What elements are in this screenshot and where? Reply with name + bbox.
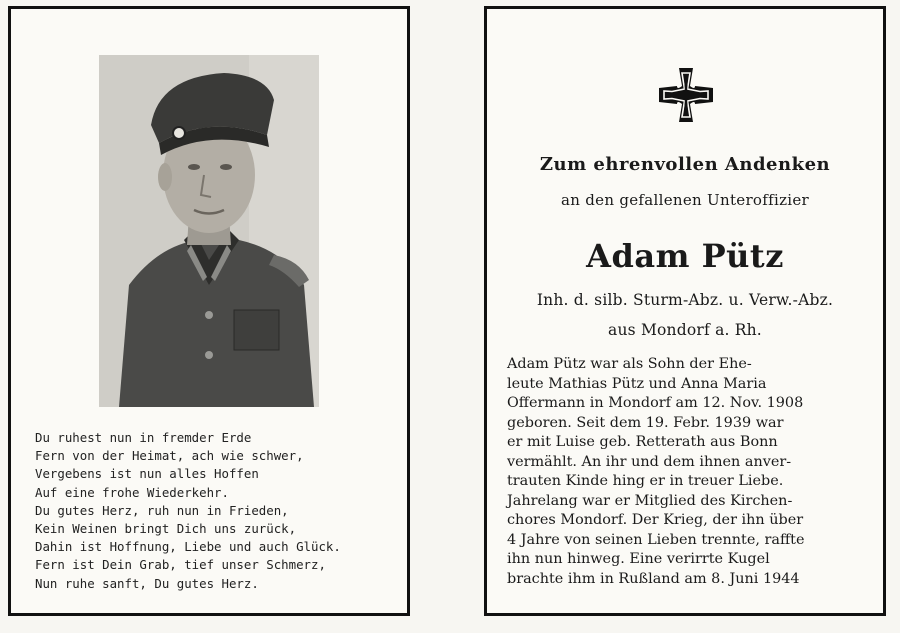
soldier-name: Adam Pütz: [586, 237, 784, 275]
poem-line: Nun ruhe sanft, Du gutes Herz.: [35, 575, 259, 591]
poem-line: Fern von der Heimat, ach wie schwer,: [35, 448, 304, 464]
bio-line: chores Mondorf. Der Krieg, der ihn über: [507, 512, 804, 528]
bio-line: 4 Jahre von seinen Lieben trennte, raffte: [507, 531, 805, 548]
hometown-line: aus Mondorf a. Rh.: [608, 321, 762, 339]
bio-line: brachte ihm in Rußland am 8. Juni 1944: [507, 570, 800, 587]
poem-line: Auf eine frohe Wiederkehr.: [35, 484, 229, 500]
left-page: [8, 6, 410, 616]
decorations-line: Inh. d. silb. Sturm-Abz. u. Verw.-Abz.: [536, 291, 834, 309]
portrait-illustration: [99, 55, 319, 407]
right-page: [484, 6, 886, 616]
bio-line: Jahrelang war er Mitglied des Kirchen-: [507, 492, 793, 509]
poem-line: Du ruhest nun in fremder Erde: [35, 430, 252, 445]
soldier-portrait-photo: [99, 55, 319, 407]
memorial-title: Zum ehrenvollen Andenken: [539, 154, 831, 175]
poem-line: Fern ist Dein Grab, tief unser Schmerz,: [35, 557, 326, 573]
bio-line: geboren. Seit dem 19. Febr. 1939 war: [507, 414, 784, 431]
bio-line: ihn nun hinweg. Eine verirrte Kugel: [507, 551, 770, 567]
poem-line: Du gutes Herz, ruh nun in Frieden,: [35, 502, 289, 518]
poem-line: Dahin ist Hoffnung, Liebe und auch Glück.: [35, 539, 341, 555]
fallen-rank: an den gefallenen Unteroffizier: [560, 191, 810, 209]
memorial-poem: [35, 429, 407, 593]
bio-line: vermählt. An ihr und dem ihnen anver-: [507, 453, 792, 470]
bio-line: er mit Luise geb. Retterath aus Bonn: [507, 434, 778, 450]
iron-cross-icon: [657, 66, 715, 124]
bio-line: Offermann in Mondorf am 12. Nov. 1908: [507, 395, 804, 411]
bio-line: leute Mathias Pütz und Anna Maria: [507, 375, 767, 392]
biography: [507, 355, 869, 589]
bio-line: trauten Kinde hing er in treuer Liebe.: [507, 473, 784, 489]
poem-line: Vergebens ist nun alles Hoffen: [35, 466, 259, 482]
bio-line: Adam Pütz war als Sohn der Ehe-: [507, 356, 752, 372]
poem-line: Kein Weinen bringt Dich uns zurück,: [35, 521, 297, 537]
